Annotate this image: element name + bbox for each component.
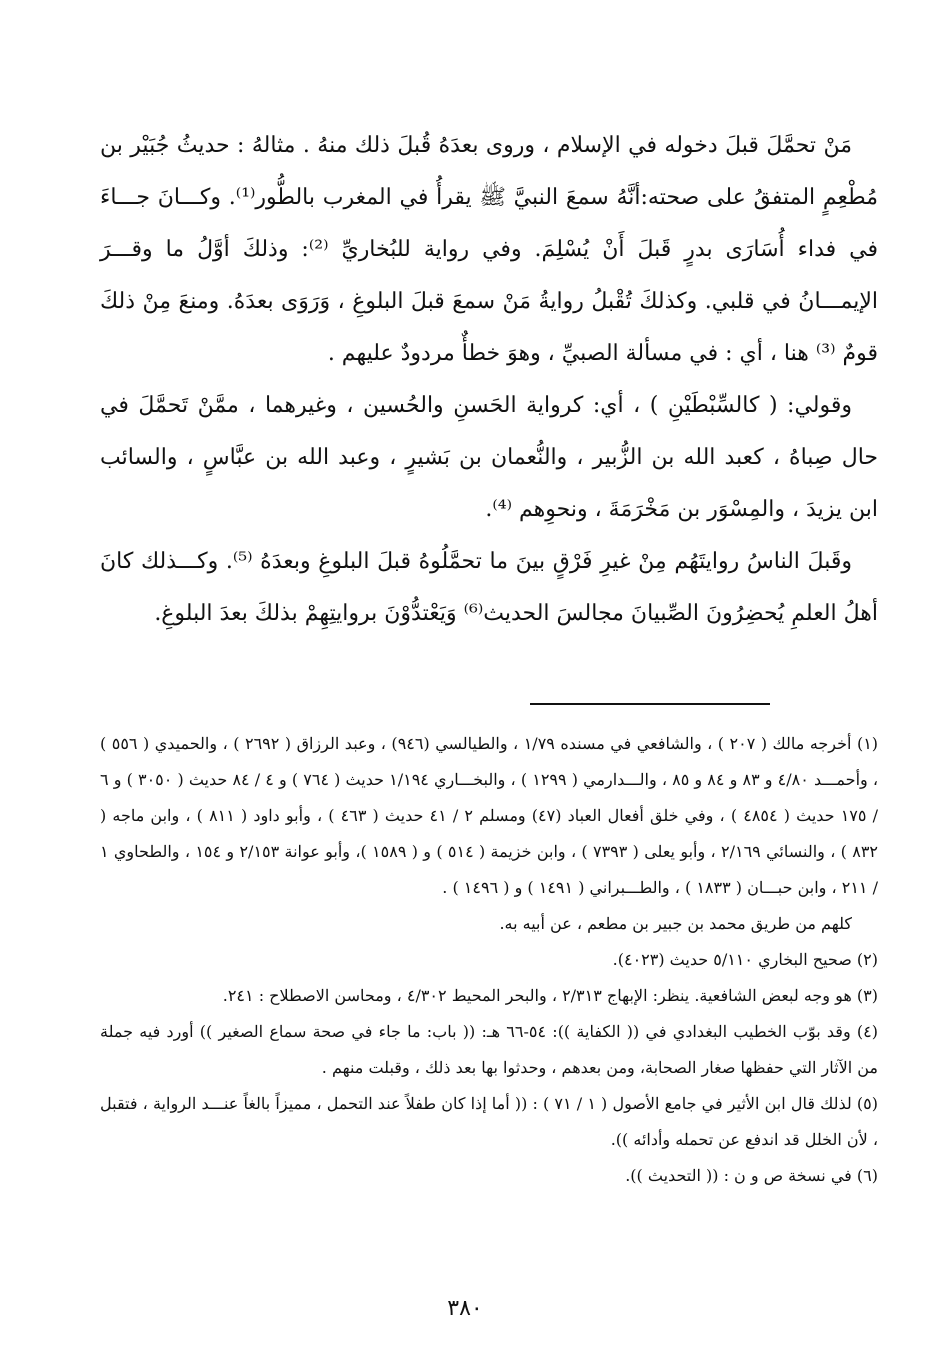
footnote-5: (٥) لذلك قال ابن الأثير في جامع الأصول ( ١ / ٧١ ) : (( أما إذا كان طفلاً عند التحمل ، مميزاً بالغاً عنـــد الرواية ، فتقبل ، لأن الخلل قد اندفع عن تحمله وأدائه )). <box>100 1094 879 1149</box>
footnote-4: (٤) وقد بوّب الخطيب البغدادي في (( الكفاية )): ٥٤-٦٦ هـ: (( باب: ما جاء في صحة سماع الصغير )) أورد فيه جملة من الآثار التي حفظها صغار الصحابة، ومن بعدهم ، وحدثوا بها بعد ذلك ، وقبلت منهم . <box>100 1022 878 1077</box>
footnote-3: (٣) هو وجه لبعض الشافعية. ينظر: الإبهاج ٢/٣١٣ ، والبحر المحيط ٤/٣٠٢ ، ومحاسن الاصطلاح : ٢٤١. <box>222 986 878 1005</box>
body-paragraph: وقَبلَ الناسُ روايتَهُم مِنْ غيرِ فَرْقٍ بينَ ما تحمَّلُوهُ قبلَ البلوغِ وبعدَهُ ⁽⁵⁾. وكـــذلك كانَ أهلُ العلمِ يُحضِرُونَ الصِّبيانَ مجالسَ الحديث⁽⁶⁾ وَيَعْتدُّوْنَ بروايتِهِمْ بذلكَ بعدَ البلوغِ. <box>100 549 878 626</box>
footnotes <box>100 726 878 1194</box>
body-paragraph: مَنْ تحمَّلَ قبلَ دخوله في الإسلام ، وروى بعدَهُ قُبلَ ذلك منهُ . مثالهُ : حديثُ جُبَيْر بن مُطْعِمٍ المتفقُ على صحته:أنَّهُ سمعَ النبيَّ ﷺ يقرأُ في المغرب بالطُّور⁽¹⁾. وكـــانَ جـــاءَ في فداء أُسَارَى بدرٍ قَبلَ أَنْ يُسْلِمَ. وفي رواية للبُخاريِّ ⁽²⁾: وذلكَ أوَّلُ ما وقـــرَ الإيمـــانُ في قلبي. وكذلكَ تُقْبلُ روايةُ مَنْ سمعَ قبلَ البلوغِ ، وَرَوَى بعدَهُ. ومنعَ مِنْ ذلكَ قومٌ ⁽³⁾ هنا ، أي : في مسألة الصبيِّ ، وهوَ خطأٌ مردودٌ عليهم . <box>100 133 878 366</box>
footnote-1-continuation: كلهم من طريق محمد بن جبير بن مطعم ، عن أبيه به. <box>499 914 852 933</box>
main-text <box>100 120 878 640</box>
footnote-2: (٢) صحيح البخاري ٥/١١٠ حديث (٤٠٢٣). <box>612 950 878 969</box>
footnote-6: (٦) في نسخة ص و ن : (( التحديث )). <box>625 1166 878 1185</box>
footnote-separator <box>530 703 770 705</box>
page-number: ٣٨٠ <box>447 1296 483 1321</box>
footnote-1: (١) أخرجه مالك ( ٢٠٧ ) ، والشافعي في مسنده ١/٧٩ ، والطيالسي (٩٤٦) ، وعبد الرزاق ( ٢٦٩٢ ) ، والحميدي ( ٥٥٦ ) ، وأحمـــد ٤/٨٠ و ٨٣ و ٨٤ و ٨٥ ، والـــدارمي ( ١٢٩٩ ) ، والبخـــاري ١/١٩٤ حديث ( ٧٦٤ ) و ٤ / ٨٤ حديث ( ٣٠٥٠ ) و ٦ / ١٧٥ حديث ( ٤٨٥٤ ) ، وفي خلق أفعال العباد (٤٧) ومسلم ٢ / ٤١ حديث ( ٤٦٣ ) ، وأبو داود ( ٨١١ ) ، وابن ماجه ( ٨٣٢ ) ، والنسائي ٢/١٦٩ ، وأبو يعلى ( ٧٣٩٣ ) ، وابن خزيمة ( ٥١٤ ) و ( ١٥٨٩ )، وأبو عوانة ٢/١٥٣ و ١٥٤ ، والطحاوي ١ / ٢١١ ، وابن حبـــان ( ١٨٣٣ ) ، والطـــبراني ( ١٤٩١ ) و ( ١٤٩٦ ) . <box>100 734 879 897</box>
body-paragraph: وقولي: ( كالسِّبْطَيْنِ ) ، أي: كرواية الحَسنِ والحُسين ، وغيرهما ، ممَّنْ تَحمَّلَ في حال صِباهُ ، كعبد الله بن الزُّبير ، والنُّعمان بن بَشيرٍ ، وعبد الله بن عبَّاسٍ ، والسائب ابن يزيدَ ، والمِسْوَر بن مَخْرَمَةَ ، ونحوِهم ⁽⁴⁾. <box>100 393 878 522</box>
